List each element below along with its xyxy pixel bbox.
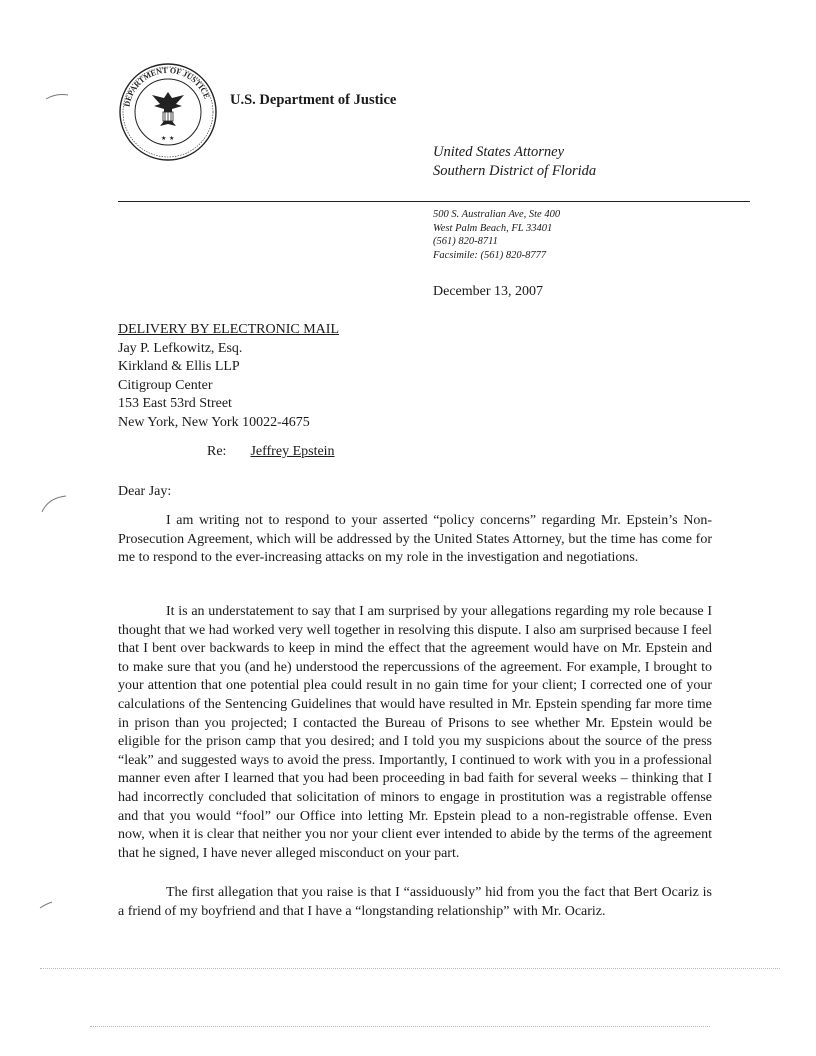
header-divider: [118, 201, 750, 202]
address-street: 500 S. Australian Ave, Ste 400: [433, 209, 561, 220]
salutation: Dear Jay:: [118, 484, 172, 499]
doj-seal: [118, 62, 218, 162]
seal-ring-text: DEPARTMENT OF JUSTICE: [122, 65, 212, 108]
svg-text:★: ★: [161, 135, 167, 142]
recipient-street: 153 East 53rd Street: [118, 396, 232, 411]
recipient-firm: Kirkland & Ellis LLP: [118, 359, 240, 374]
delivery-method: DELIVERY BY ELECTRONIC MAIL: [118, 322, 339, 337]
office-title: United States Attorney: [433, 144, 565, 160]
address-phone: (561) 820-8711: [433, 236, 498, 247]
recipient-block: [118, 321, 339, 432]
office-block: [433, 143, 596, 181]
stray-mark: [40, 902, 52, 908]
department-name: U.S. Department of Justice: [230, 92, 397, 108]
star-icon: [161, 135, 174, 142]
stray-mark: [46, 95, 68, 100]
letter-date: December 13, 2007: [433, 284, 544, 299]
body-paragraph-2: It is an understatement to say that I am surprised by your allegations regarding my role because I thought that we had worked very well together in resolving this dispute. I also am surprised because I feel that I bent over backwards to keep in mind the effect that the agreement would have on Mr. Epstein and to make sure that you (and he) understood the repercussions of the agreement. For example, I brought to your attention that one potential plea could result in no gain time for your client; I corrected one of your calculations of the Sentencing Guidelines that would have resulted in Mr. Epstein spending far more time in prison than you projected; I contacted the Bureau of Prisons to see whether Mr. Epstein would be eligible for the prison camp that you desired; and I told you my suspicions about the source of the press “leak” and suggested ways to avoid the press. Importantly, I continued to work with you in a professional manner even after I learned that you had been proceeding in bad faith for several weeks – thinking that I had incorrectly concluded that solicitation of minors to engage in prostitution was a registrable offense and that you would “fool” our Office into letting Mr. Epstein plead to a non-registrable offense. Even now, when it is clear that neither you nor your client ever intended to abide by the terms of the agreement that he signed, I have never alleged misconduct on your part.: [118, 604, 712, 861]
address-fax: Facsimile: (561) 820-8777: [433, 249, 547, 261]
svg-text:★: ★: [169, 135, 175, 142]
eagle-icon: [152, 92, 184, 126]
recipient-name: Jay P. Lefkowitz, Esq.: [118, 340, 243, 356]
re-label: Re:: [207, 444, 227, 459]
scan-dotted-line: [40, 968, 780, 969]
stray-mark: [42, 496, 66, 512]
address-block: [433, 208, 560, 262]
recipient-city: New York, New York 10022-4675: [118, 414, 310, 430]
scan-dotted-line: [90, 1026, 710, 1027]
re-line: [207, 444, 335, 460]
address-city: West Palm Beach, FL 33401: [433, 222, 553, 234]
office-district: Southern District of Florida: [433, 163, 597, 179]
recipient-building: Citigroup Center: [118, 377, 213, 393]
body-paragraph-1: I am writing not to respond to your asserted “policy concerns” regarding Mr. Epstein’s Non-Prosecution Agreement, which will be addressed by the United States Attorney, but the time has come for me to respond to the ever-increasing attacks on my role in the investigation and negotiations.: [118, 513, 712, 566]
body-paragraph-3: The first allegation that you raise is that I “assiduously” hid from you the fact that Bert Ocariz is a friend of my boyfriend and that I have a “longstanding relationship” with Mr. Ocariz.: [118, 885, 712, 919]
re-subject: Jeffrey Epstein: [250, 444, 335, 459]
